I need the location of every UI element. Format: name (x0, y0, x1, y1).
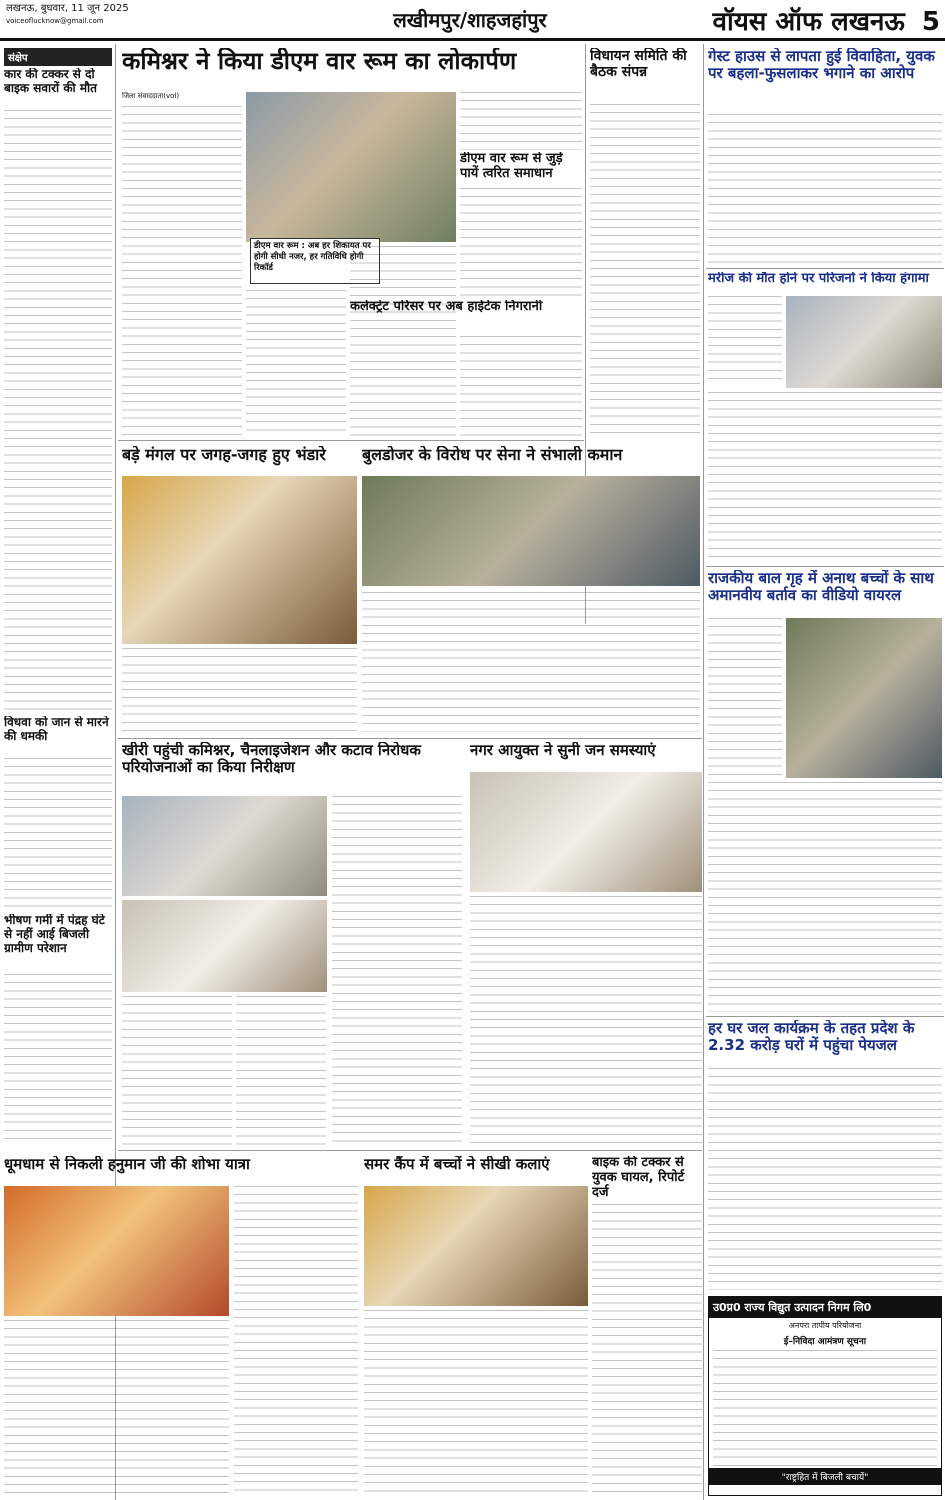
bhandare-body (122, 648, 357, 736)
mareez-photo (786, 296, 942, 388)
ad-body (709, 1350, 941, 1468)
guesthouse-headline: गेस्ट हाउस से लापता हुई विवाहिता, युवक पर बहला-फुसलाकर भगाने का आरोप (708, 48, 935, 83)
nagar-photo (470, 772, 702, 892)
lead-subhead-2: कलेक्ट्रेट परिसर पर अब हाईटेक निगरानी (350, 300, 543, 314)
bhandare-photo (122, 476, 357, 644)
summer-headline: समर कैंप में बच्चों ने सीखी कलाएं (364, 1156, 550, 1173)
sidebar-body-1 (4, 110, 112, 710)
divider (706, 268, 944, 269)
ad-project: अनपरा तापीय परियोजना (788, 1321, 862, 1330)
sidebar-body-3 (4, 974, 112, 1144)
bulldozer-headline: बुलडोजर के विरोध पर सेना ने संभाली कमान (362, 446, 623, 464)
kharai-body-1 (122, 996, 232, 1146)
divider (706, 566, 944, 567)
kharai-photo-1 (122, 796, 327, 896)
lead-body-col5 (460, 188, 582, 300)
sidebar-body-2 (4, 758, 112, 908)
dateline: लखनऊ, बुधवार, 11 जून 2025 (6, 3, 129, 14)
bulldozer-body (362, 592, 700, 732)
summer-body (364, 1310, 588, 1496)
ad-org: उ0प्र0 राज्य विद्युत उत्पादन निगम लि0 (709, 1297, 941, 1318)
masthead-rule (0, 38, 945, 41)
bhandare-headline: बड़े मंगल पर जगह-जगह हुए भंडारे (122, 446, 326, 464)
divider (118, 440, 584, 441)
paper-name-block (700, 2, 940, 38)
lead-body-col3 (350, 246, 456, 436)
hanuman-body-1 (4, 1320, 229, 1496)
sidebar (4, 48, 112, 66)
bal-grih-photo (786, 618, 942, 778)
guesthouse-body (708, 114, 942, 264)
kharai-body-2 (236, 996, 326, 1146)
bike-body (592, 1204, 702, 1496)
email-handle: voiceoflucknow@gmail.com (6, 17, 104, 25)
divider (118, 1150, 702, 1151)
page-number: 5 (921, 7, 940, 37)
sidebar-headline-1: कार की टक्कर से दो बाइक सवारों की मौत (4, 68, 97, 95)
tender-notice-ad (708, 1296, 942, 1496)
sidebar-tag: संक्षेप (4, 48, 112, 66)
lead-photo-caption: डीएम वार रूम : अब हर शिकायत पर होगी सीधी नजर, हर गतिविधि होगी रिकॉर्ड (250, 238, 380, 284)
bulldozer-photo (362, 476, 700, 586)
hanuman-headline: धूमधाम से निकली हनुमान जी की शोभा यात्रा (4, 1156, 250, 1173)
sidebar-headline-2: विधवा को जान से मारने की धमकी (4, 716, 109, 743)
ad-notice-title: ई–निविदा आमंत्रण सूचना (783, 1337, 867, 1347)
mareez-body-1 (708, 296, 782, 386)
nagar-body (470, 896, 702, 1146)
bal-grih-headline: राजकीय बाल गृह में अनाथ बच्चों के साथ अमानवीय बर्ताव का वीडियो वायरल (708, 570, 934, 605)
hanuman-photo (4, 1186, 229, 1316)
divider (706, 1016, 944, 1017)
column-rule (703, 44, 704, 1500)
lead-headline: कमिश्नर ने किया डीएम वार रूम का लोकार्पण (122, 48, 517, 75)
vidhan-body (590, 104, 700, 434)
kharai-headline: खीरी पहुंची कमिश्नर, चैनलाइजेशन और कटाव निरोधक परियोजनाओं का किया निरीक्षण (122, 742, 421, 777)
kharai-photo-2 (122, 900, 327, 992)
kharai-body-3 (332, 796, 462, 1146)
bike-headline: बाइक की टक्कर से युवक घायल, रिपोर्ट दर्ज (592, 1156, 685, 1200)
paper-name: वॉयस ऑफ लखनऊ (712, 7, 905, 37)
masthead-dateline-block (6, 2, 216, 28)
summer-photo (364, 1186, 588, 1306)
jal-headline: हर घर जल कार्यक्रम के तहत प्रदेश के 2.32 करोड़ घरों में पहुंचा पेयजल (708, 1020, 915, 1055)
mareez-body-2 (708, 392, 942, 562)
lead-photo (246, 92, 456, 242)
divider (118, 738, 702, 739)
vidhan-headline: विधायन समिति की बैठक संपन्न (590, 48, 687, 81)
bal-grih-body-1 (708, 618, 782, 778)
lead-body-col4 (460, 92, 582, 150)
lead-body-col1 (122, 106, 242, 436)
lead-subhead-1: डीएम वार रूम से जुड़ें पायें त्वरित समाधान (460, 152, 563, 181)
nagar-headline: नगर आयुक्त ने सुनी जन समस्याएं (470, 742, 656, 759)
lead-byline: जिला संवाददाता(vol) (122, 92, 180, 100)
sidebar-headline-3: भीषण गर्मी में पंद्रह घंटे से नहीं आई बिजली ग्रामीण परेशान (4, 914, 105, 955)
lead-body-col6 (460, 336, 582, 436)
mareez-headline: मरीज की मौत होने पर परिजनों ने किया हंगामा (708, 272, 929, 286)
jal-body (708, 1068, 942, 1290)
ad-footer: "राष्ट्रहित में बिजली बचायें" (709, 1468, 941, 1485)
bal-grih-body-2 (708, 782, 942, 1012)
hanuman-body-2 (234, 1186, 358, 1496)
lead-body-col2 (246, 290, 346, 436)
section-title: लखीमपुर/शाहजहांपुर (393, 8, 547, 32)
